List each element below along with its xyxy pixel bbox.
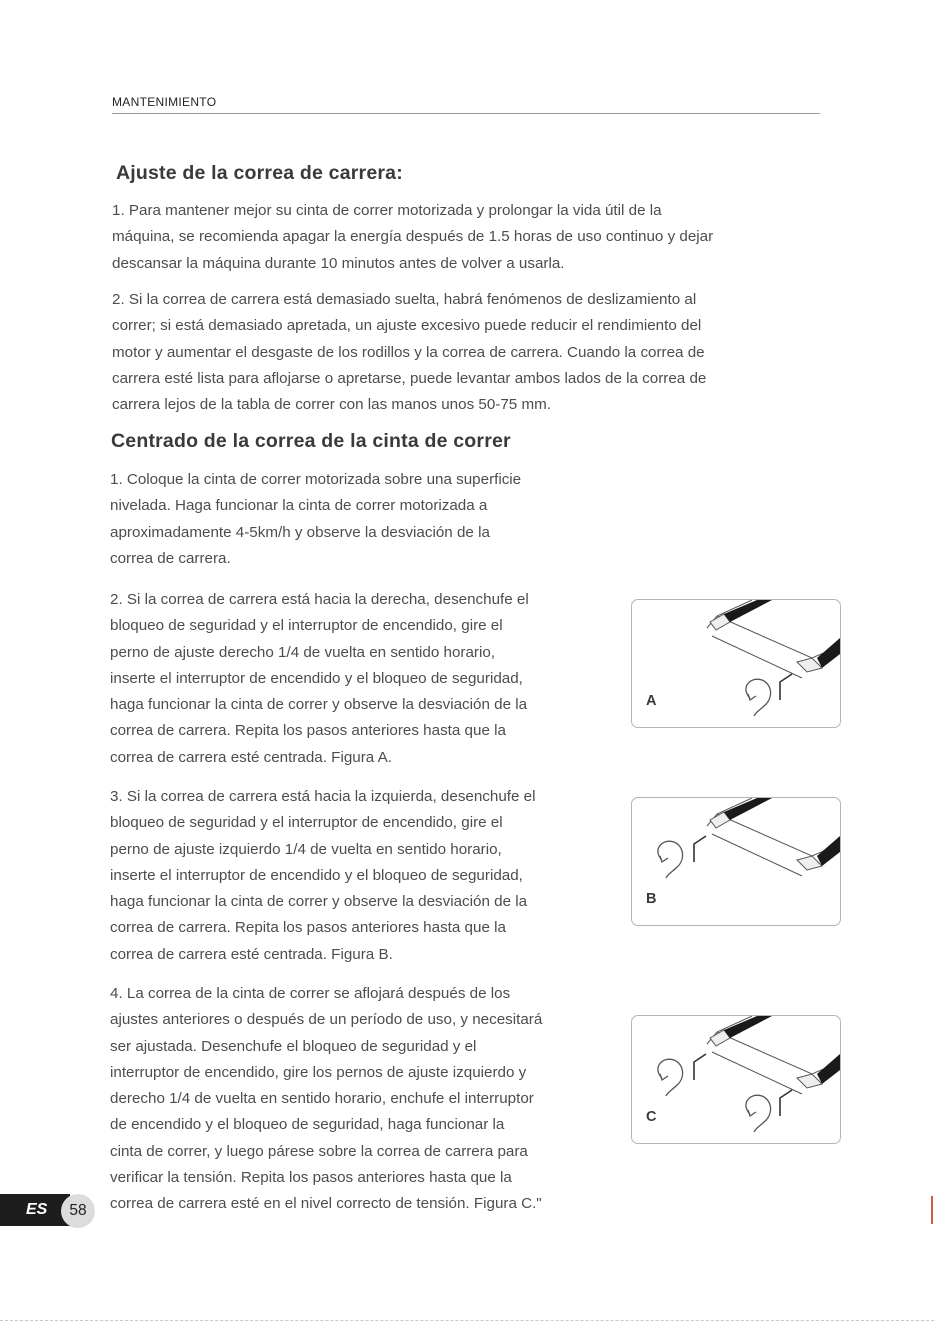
header-section-label: MANTENIMIENTO — [112, 95, 217, 109]
text-line: correa de carrera esté en el nivel correcto de tensión. Figura C." — [110, 1195, 542, 1213]
text-line: correa de carrera. Repita los pasos anteriores hasta que la — [110, 722, 506, 740]
bottom-cut-line — [0, 1320, 934, 1321]
paragraph — [112, 198, 832, 277]
figure-b — [631, 797, 841, 926]
figure-label-a: A — [646, 693, 657, 709]
text-line: 2. Si la correa de carrera está demasiado suelta, habrá fenómenos de deslizamiento al — [112, 291, 697, 308]
text-line: 1. Coloque la cinta de correr motorizada sobre una superficie — [110, 471, 522, 488]
text-line: carrera esté lista para aflojarse o apretarse, puede levantar ambos lados de la correa de — [112, 369, 707, 387]
text-line: carrera lejos de la tabla de correr con las manos unos 50-75 mm. — [112, 396, 551, 414]
text-line: ajustes anteriores o después de un período de uso, y necesitará — [110, 1011, 543, 1029]
text-line: correa de carrera. Repita los pasos anteriores hasta que la — [110, 919, 506, 937]
text-line: cinta de correr, y luego párese sobre la correa de carrera para — [110, 1142, 528, 1160]
text-line: bloqueo de seguridad y el interruptor de encendido, gire el — [110, 814, 503, 832]
text-line: 4. La correa de la cinta de correr se aflojará después de los — [110, 985, 511, 1002]
text-line: 1. Para mantener mejor su cinta de correr motorizada y prolongar la vida útil de la — [112, 202, 662, 219]
text-line: correr; si está demasiado apretada, un ajuste excesivo puede reducir el rendimiento del — [112, 317, 702, 335]
text-line: 3. Si la correa de carrera está hacia la izquierda, desenchufe el — [110, 788, 536, 805]
paragraph — [110, 467, 615, 572]
text-line: 2. Si la correa de carrera está hacia la derecha, desenchufe el — [110, 591, 529, 608]
text-line: descansar la máquina durante 10 minutos antes de volver a usarla. — [112, 254, 565, 272]
text-line: motor y aumentar el desgaste de los rodillos y la correa de carrera. Cuando la correa de — [112, 343, 705, 361]
figure-a — [631, 599, 841, 728]
figure-label-b: B — [646, 891, 657, 907]
text-line: aproximadamente 4-5km/h y observe la desviación de la — [110, 523, 490, 541]
figure-c — [631, 1015, 841, 1144]
treadmill-left-bolt-illustration — [632, 798, 840, 925]
page-number: 58 — [61, 1194, 95, 1228]
text-line: inserte el interruptor de encendido y el bloqueo de seguridad, — [110, 866, 523, 884]
paragraph — [112, 287, 832, 418]
text-line: correa de carrera esté centrada. Figura A. — [110, 748, 392, 766]
edge-mark — [931, 1196, 933, 1224]
text-line: interruptor de encendido, gire los pernos de ajuste izquierdo y — [110, 1063, 527, 1081]
text-line: correa de carrera. — [110, 549, 231, 567]
figure-label-c: C — [646, 1109, 657, 1125]
text-line: correa de carrera esté centrada. Figura B. — [110, 945, 393, 963]
treadmill-both-bolts-illustration — [632, 1016, 840, 1143]
paragraph — [110, 981, 615, 1218]
paragraph — [110, 784, 615, 968]
text-line: perno de ajuste izquierdo 1/4 de vuelta en sentido horario, — [110, 840, 502, 858]
text-line: máquina, se recomienda apagar la energía después de 1.5 horas de uso continuo y dejar — [112, 228, 714, 246]
text-line: inserte el interruptor de encendido y el bloqueo de seguridad, — [110, 669, 523, 687]
section-title-belt-adjustment: Ajuste de la correa de carrera: — [116, 162, 403, 184]
header-divider — [112, 113, 820, 114]
text-line: de encendido y el bloqueo de seguridad, haga funcionar la — [110, 1116, 505, 1134]
text-line: perno de ajuste derecho 1/4 de vuelta en sentido horario, — [110, 643, 496, 661]
text-line: derecho 1/4 de vuelta en sentido horario, enchufe el interruptor — [110, 1090, 534, 1108]
section-title-belt-centering: Centrado de la correa de la cinta de correr — [111, 430, 511, 452]
text-line: haga funcionar la cinta de correr y observe la desviación de la — [110, 893, 528, 911]
text-line: bloqueo de seguridad y el interruptor de encendido, gire el — [110, 617, 503, 635]
paragraph — [110, 587, 615, 771]
treadmill-right-bolt-illustration — [632, 600, 840, 727]
text-line: verificar la tensión. Repita los pasos anteriores hasta que la — [110, 1169, 512, 1187]
text-line: ser ajustada. Desenchufe el bloqueo de seguridad y el — [110, 1037, 477, 1055]
text-line: haga funcionar la cinta de correr y observe la desviación de la — [110, 696, 528, 714]
text-line: nivelada. Haga funcionar la cinta de correr motorizada a — [110, 497, 488, 515]
language-code: ES — [26, 1201, 48, 1218]
